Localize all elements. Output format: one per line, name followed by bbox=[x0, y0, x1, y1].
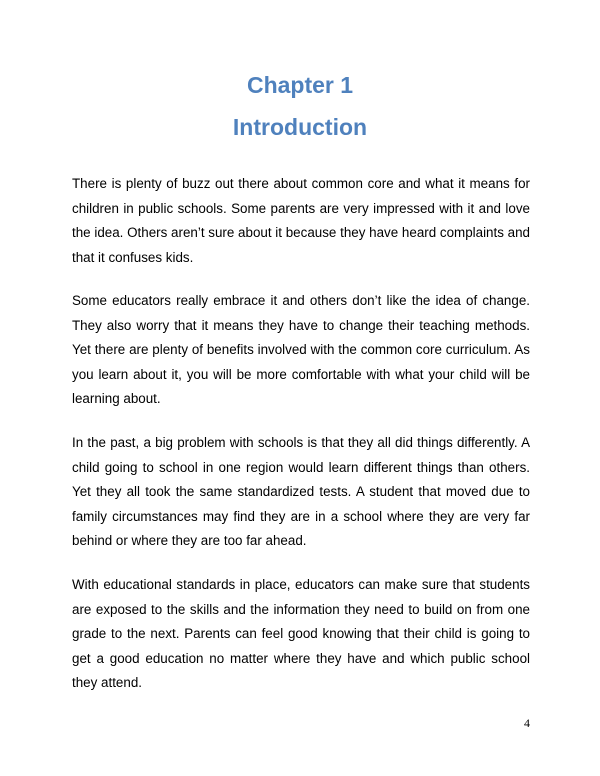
body-paragraph: Some educators really embrace it and others don’t like the idea of change. They also worry that it means they have to change their teaching methods. Yet there are plenty of benefits involved with the common core curriculum. As you learn about it, you will be more comfortable with what your child will be learning about. bbox=[72, 293, 530, 407]
chapter-title: Introduction bbox=[232, 114, 368, 140]
chapter-number: Chapter 1 bbox=[246, 72, 354, 98]
body-paragraph: With educational standards in place, educators can make sure that students are exposed to the skills and the information they need to build on from one grade to the next. Parents can feel good knowing that their child is going to get a good education no matter where they have and which public school they attend. bbox=[72, 577, 530, 691]
body-paragraph: There is plenty of buzz out there about common core and what it means for children in public schools. Some parents are very impressed with it and love the idea. Others aren’t sure about it because they have heard complaints and that it confuses kids. bbox=[72, 176, 530, 265]
body-paragraph: In the past, a big problem with schools is that they all did things differently. A child going to school in one region would learn different things than others. Yet they all took the same standardized tests. A student that moved due to family circumstances may find they are in a school where they are very far behind or where they are too far ahead. bbox=[72, 435, 530, 549]
page-number: 4 bbox=[524, 716, 530, 730]
